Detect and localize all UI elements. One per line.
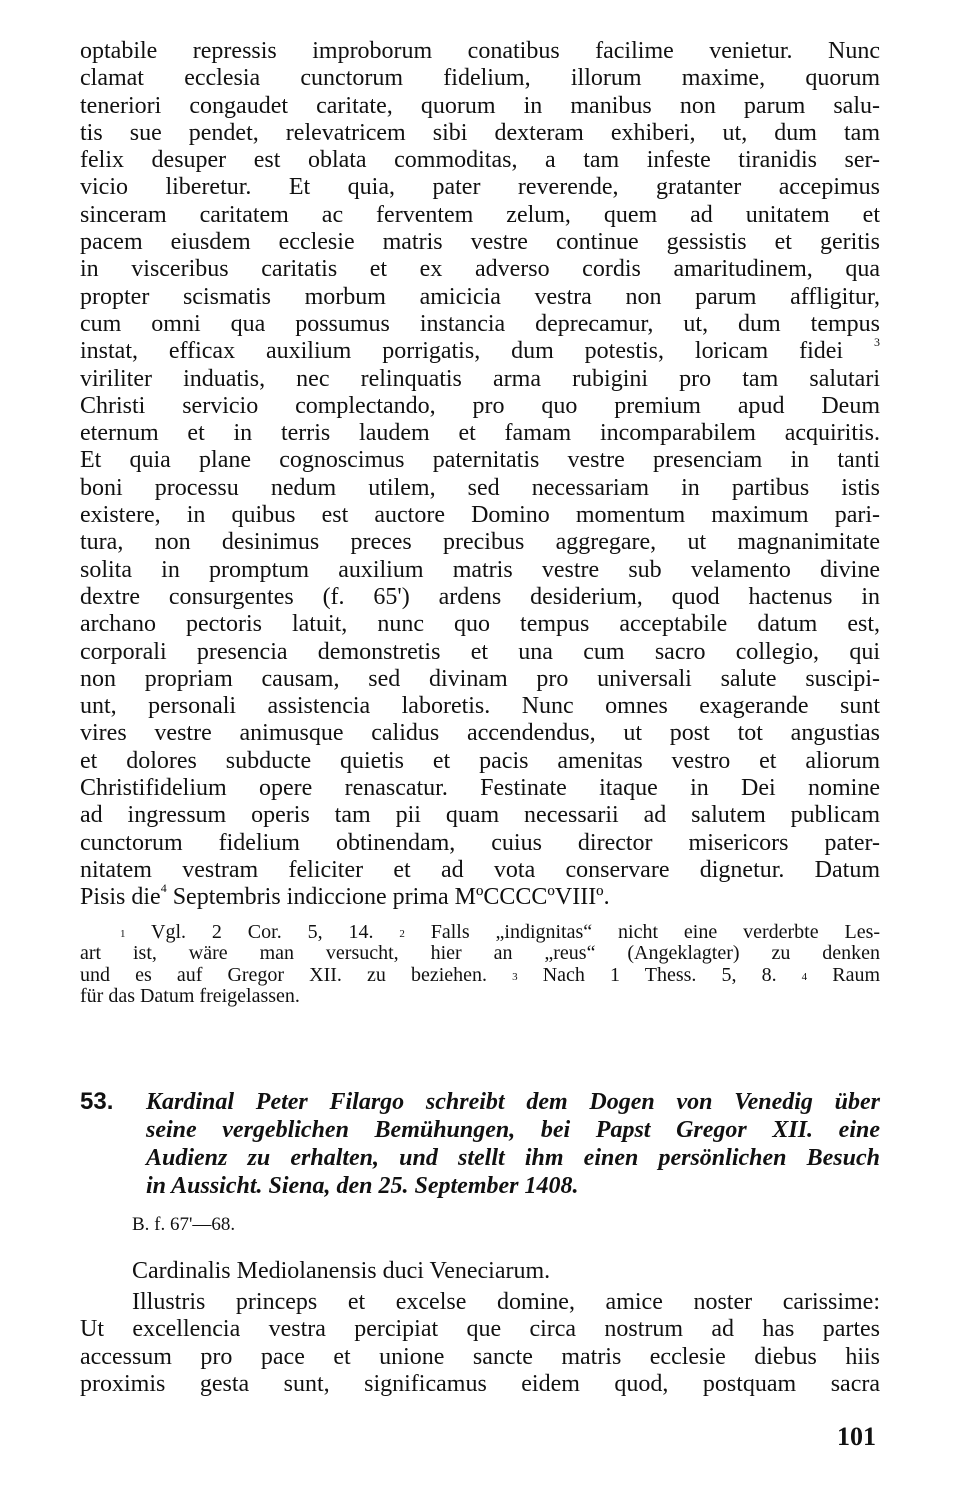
text-line: clamat ecclesia cunctorum fidelium, illorum maxime, quorum: [80, 65, 880, 92]
footnote-line: [80, 965, 880, 987]
document-title: [146, 1088, 880, 1200]
source-reference: B. f. 67'—68.: [132, 1214, 236, 1235]
text-line: dextre consurgentes (f. 65') ardens desiderium, quod hactenus in: [80, 583, 880, 610]
title-line: in Aussicht. Siena, den 25. September 1408.: [146, 1173, 579, 1199]
letter-line: proximis gesta sunt, significamus eidem quod, postquam sacra: [80, 1370, 880, 1397]
footnote-text: Nach 1 Thess. 5, 8.: [542, 963, 777, 986]
text-line: pacem eiusdem ecclesie matris vestre continue gessistis et geritis: [80, 229, 880, 256]
footnotes: [80, 922, 880, 1008]
text-line: felix desuper est oblata commoditas, a tam infeste tiranidis ser-: [80, 147, 880, 174]
letter-address: Cardinalis Mediolanensis duci Veneciarum.: [132, 1258, 551, 1284]
date-line: [80, 881, 880, 911]
footnote-ref: 4: [160, 881, 167, 896]
text-line: Christi servicio complectando, pro quo premium apud Deum: [80, 392, 880, 419]
main-text-block: [80, 38, 880, 1008]
text-line: Et quia plane cognoscimus paternitatis vestre presenciam in tanti: [80, 447, 880, 474]
letter-line: Ut excellencia vestra percipiat que circa nostrum ad has partes: [80, 1316, 880, 1343]
text-line: tura, non desinimus preces precibus aggregare, ut magnanimitate: [80, 529, 880, 556]
footnote-number: 4: [801, 970, 808, 983]
text-line: unt, personali assistencia laboretis. Nunc omnes exagerande sunt: [80, 693, 880, 720]
text-line: existere, in quibus est auctore Domino momentum maximum pari-: [80, 502, 880, 529]
text-line: non propriam causam, sed divinam pro universali salute suscipi-: [80, 665, 880, 692]
text-line: viriliter induatis, nec relinquatis arma rubigini pro tam salutari: [80, 365, 880, 392]
text-line: eternum et in terris laudem et famam incomparabilem acquiritis.: [80, 420, 880, 447]
footnote-text: Vgl. 2 Cor. 5, 14.: [151, 920, 374, 943]
text-line: ad ingressum operis tam pii quam necessarii ad salutem publicam: [80, 802, 880, 829]
text-line: nitatem vestram feliciter et ad vota conservare dignetur. Datum: [80, 856, 880, 883]
text-line-with-footnote: [80, 335, 880, 365]
footnote-text: und es auf Gregor XII. zu beziehen.: [80, 963, 488, 986]
document-number: 53.: [80, 1088, 114, 1115]
footnote-number: 1: [120, 927, 126, 940]
page-number: 101: [837, 1422, 876, 1451]
document-header: [80, 1088, 880, 1236]
text-line: Christifidelium opere renascatur. Festinate itaque in Dei nomine: [80, 775, 880, 802]
footnote-ref: 3: [874, 335, 880, 350]
text-line: in visceribus caritatis et ex adverso cordis amaritudinem, qua: [80, 256, 880, 283]
text-line: optabile repressis improborum conatibus facilime venietur. Nunc: [80, 38, 880, 64]
letter-block: [80, 1258, 880, 1398]
text-line: corporali presencia demonstretis et una cum sacro collegio, qui: [80, 638, 880, 665]
text-fragment: Septembris indiccione prima MºCCCCºVIIIº.: [172, 884, 610, 911]
footnote-line: für das Datum freigelassen.: [80, 985, 300, 1007]
letter-line: Illustris princeps et excelse domine, amice noster carissime:: [132, 1289, 880, 1315]
text-line: propter scismatis morbum amicicia vestra non parum affligitur,: [80, 283, 880, 310]
footnote-text: Falls „indignitas“ nicht eine verderbte Les-: [430, 920, 881, 943]
text-line: teneriori congaudet caritate, quorum in manibus non parum salu-: [80, 92, 880, 119]
text-line: cunctorum fidelium obtinendam, cuius director misericors pater-: [80, 829, 880, 856]
text-line: archano pectoris latuit, nunc quo tempus acceptabile datum est,: [80, 611, 880, 638]
text-line: tis sue pendet, relevatricem sibi dexteram exhiberi, ut, dum tam: [80, 119, 880, 146]
title-line: Audienz zu erhalten, und stellt ihm einen persönlichen Besuch: [146, 1145, 880, 1171]
footnote-text: Raum: [832, 963, 881, 986]
footnote-number: 2: [399, 927, 405, 940]
text-line: solita in promptum auxilium matris vestre sub velamento divine: [80, 556, 880, 583]
text-fragment: Pisis die: [80, 884, 161, 911]
text-line: vires vestre animusque calidus accendendus, ut post tot angustias: [80, 720, 880, 747]
text-line: cum omni qua possumus instancia deprecamur, ut, dum tempus: [80, 310, 880, 337]
text-line: boni processu nedum utilem, sed necessariam in partibus istis: [80, 474, 880, 501]
footnote-line: [80, 922, 880, 944]
text-line: vicio liberetur. Et quia, pater reverende, gratanter accepimus: [80, 174, 880, 201]
letter-paragraph: [80, 1289, 880, 1398]
title-line: seine vergeblichen Bemühungen, bei Papst Gregor XII. eine: [146, 1117, 880, 1143]
footnote-number: 3: [512, 970, 518, 983]
title-line: Kardinal Peter Filargo schreibt dem Dogen von Venedig über: [146, 1089, 880, 1115]
letter-line: accessum pro pace et unione sancte matris ecclesie diebus hiis: [80, 1343, 880, 1370]
footnote-line: art ist, wäre man versucht, hier an „reus“ (Angeklagter) zu denken: [80, 942, 880, 964]
text-line: et dolores subducte quietis et pacis amenitas vestro et aliorum: [80, 747, 880, 774]
text-line: sinceram caritatem ac ferventem zelum, quem ad unitatem et: [80, 201, 880, 228]
text-fragment: instat, efficax auxilium porrigatis, dum potestis, loricam fidei: [80, 338, 844, 365]
main-paragraph: [80, 38, 880, 912]
